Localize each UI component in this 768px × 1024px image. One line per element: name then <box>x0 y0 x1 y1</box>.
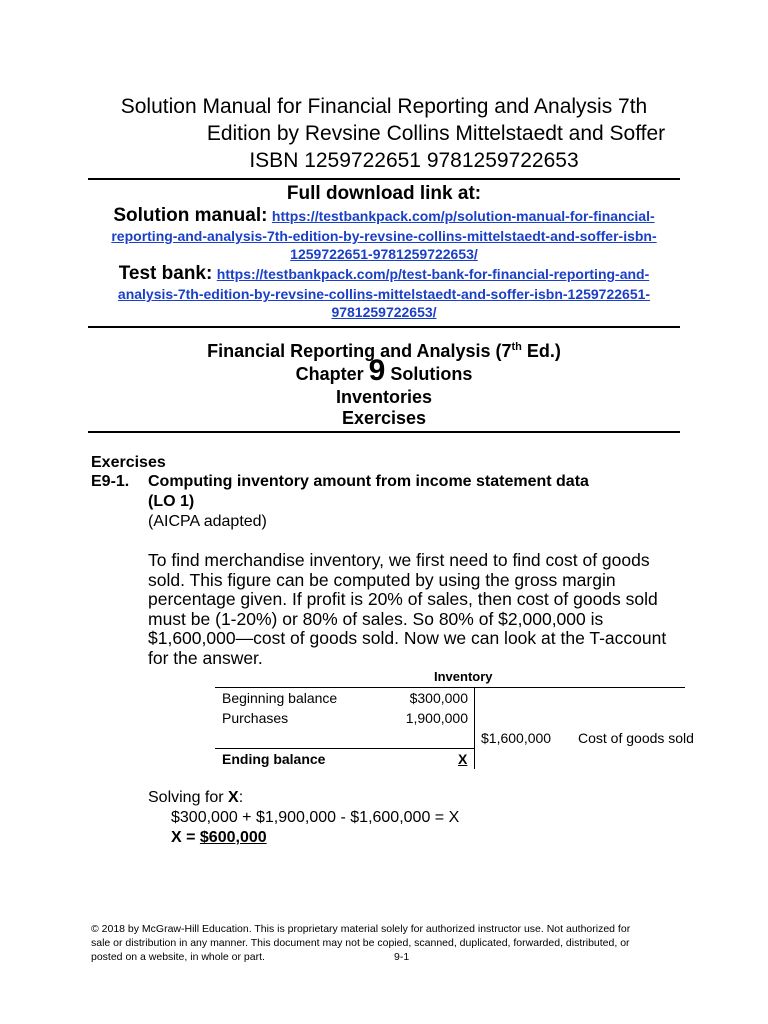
explanation-line: sold. This figure can be computed by using the gross margin <box>148 569 616 590</box>
answer-lhs: X = <box>171 829 200 846</box>
solution-equation: $300,000 + $1,900,000 - $1,600,000 = X <box>171 809 460 826</box>
t-row-label: Purchases <box>222 710 289 726</box>
doc-title-line1: Solution Manual for Financial Reporting and Analysis 7th <box>120 95 648 118</box>
exercise-source: (AICPA adapted) <box>148 513 267 530</box>
t-row-debit: 1,900,000 <box>405 710 468 726</box>
exercise-lo: (LO 1) <box>148 493 195 510</box>
exercise-number: E9-1. <box>91 473 130 490</box>
t-ending-label: Ending balance <box>222 751 326 767</box>
solution-manual-link-part2[interactable]: reporting-and-analysis-7th-edition-by-revsine-collins-mittelstaedt-and-soffer-isbn- <box>111 228 657 244</box>
solution-manual-label: Solution manual: <box>113 205 268 226</box>
footer-line3-text: posted on a website, in whole or part. <box>91 951 265 963</box>
solution-manual-url-line3 <box>0 245 768 263</box>
download-heading: Full download link at: <box>286 183 482 204</box>
answer-value: $600,000 <box>199 829 267 846</box>
book-title-pre: Financial Reporting and Analysis (7 <box>207 341 512 361</box>
solution-manual-url-line2 <box>0 227 768 245</box>
solving-for-line <box>148 788 243 808</box>
explanation-paragraph <box>148 551 688 668</box>
solving-colon: : <box>238 789 244 806</box>
chapter-number: 9 <box>368 354 386 387</box>
doc-title-line2: Edition by Revsine Collins Mittelstaedt and Soffer <box>206 122 666 145</box>
exercise-title: Computing inventory amount from income statement data <box>148 473 589 490</box>
chapter-word: Chapter <box>295 364 364 384</box>
footer-line: © 2018 by McGraw-Hill Education. This is proprietary material solely for authorized instructor use. Not authorized for <box>91 923 631 935</box>
solving-intro: Solving for <box>148 789 229 806</box>
exercises-label: Exercises <box>91 454 166 471</box>
test-bank-url-line3 <box>0 303 768 321</box>
test-bank-label: Test bank: <box>118 263 213 284</box>
explanation-line: percentage given. If profit is 20% of sales, then cost of goods sold <box>148 589 658 609</box>
solution-manual-line <box>0 205 768 228</box>
chapter-subject: Inventories <box>335 387 433 407</box>
explanation-line: for the answer. <box>148 647 263 668</box>
doc-title-line3: ISBN 1259722651 9781259722653 <box>249 149 579 172</box>
t-row-debit: $300,000 <box>409 690 468 706</box>
mid-rule <box>88 326 680 328</box>
chapter-heading <box>0 356 768 389</box>
test-bank-url-line2 <box>0 285 768 303</box>
t-account-divider <box>474 687 475 769</box>
book-title-post: Ed.) <box>521 341 561 361</box>
solution-manual-link-part3[interactable]: 1259722651-9781259722653/ <box>290 246 478 262</box>
t-account-ending-line <box>215 748 475 749</box>
footer <box>91 922 691 964</box>
test-bank-line <box>0 263 768 286</box>
bottom-rule <box>88 431 680 433</box>
solving-var: X <box>228 789 239 806</box>
test-bank-link-part2[interactable]: analysis-7th-edition-by-revsine-collins-mittelstaedt-and-soffer-isbn-1259722651- <box>117 286 651 302</box>
chapter-section: Exercises <box>341 408 427 428</box>
t-account-title: Inventory <box>434 669 493 684</box>
t-account-top-line <box>215 687 685 688</box>
t-row-label: Beginning balance <box>222 690 338 706</box>
top-rule <box>88 178 680 180</box>
solution-answer <box>171 828 267 848</box>
test-bank-link-part3[interactable]: 9781259722653/ <box>331 304 437 320</box>
t-ending-value: X <box>458 751 468 767</box>
solutions-word: Solutions <box>390 364 473 384</box>
t-credit-label: Cost of goods sold <box>578 730 694 746</box>
test-bank-link-part1[interactable]: https://testbankpack.com/p/test-bank-for-financial-reporting-and- <box>216 266 650 282</box>
explanation-line: To find merchandise inventory, we first need to find cost of goods <box>148 550 650 570</box>
explanation-line: $1,600,000—cost of goods sold. Now we can look at the T-account <box>148 628 667 648</box>
t-credit-amount: $1,600,000 <box>481 730 552 746</box>
explanation-line: must be (1-20%) or 80% of sales. So 80% of $2,000,000 is <box>148 608 604 629</box>
footer-line: sale or distribution in any manner. This document may not be copied, scanned, duplicated, forwarded, distributed, or <box>91 937 630 949</box>
book-title-sup: th <box>511 341 522 353</box>
page-number: 9-1 <box>394 951 410 963</box>
footer-line <box>91 950 691 964</box>
solution-manual-link-part1[interactable]: https://testbankpack.com/p/solution-manual-for-financial- <box>271 208 655 224</box>
